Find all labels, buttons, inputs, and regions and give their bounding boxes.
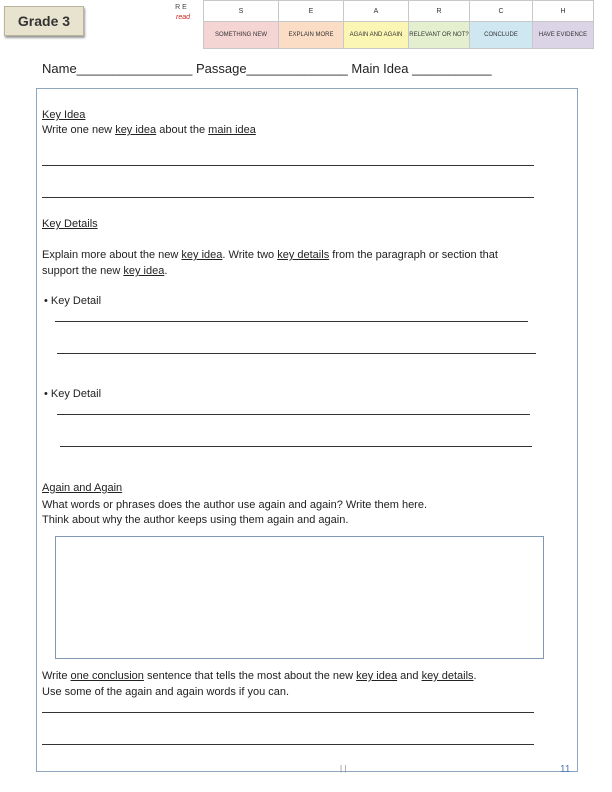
strategy-letter-r: R [409, 1, 470, 22]
strategy-letter-s: S [204, 1, 279, 22]
page-number: 11 [560, 764, 571, 775]
re-label: R E [175, 4, 187, 11]
footer-mark: | | [340, 764, 347, 773]
key-details-prompt-line-2: support the new key idea. [42, 265, 168, 277]
strategy-word-again-and-again: AGAIN AND AGAIN [344, 22, 409, 49]
again-and-again-prompt-line-2: Think about why the author keeps using them again and again. [42, 514, 349, 526]
conclusion-prompt-line-1: Write one conclusion sentence that tells the most about the new key idea and key details. [42, 670, 477, 682]
strategy-letter-a: A [344, 1, 409, 22]
strategy-word-something-new: SOMETHING NEW [204, 22, 279, 49]
strategy-word-have-evidence: HAVE EVIDENCE [533, 22, 594, 49]
strategy-letter-c: C [470, 1, 533, 22]
conclusion-answer-line-2[interactable] [42, 744, 534, 745]
strategy-word-conclude: CONCLUDE [470, 22, 533, 49]
strategy-table [203, 0, 594, 49]
key-detail-1-answer-line-1[interactable] [55, 321, 528, 322]
key-idea-title: Key Idea [42, 109, 86, 121]
key-detail-bullet-2: • Key Detail [44, 388, 102, 400]
key-details-prompt-line-1: Explain more about the new key idea. Write two key details from the paragraph or section that [42, 249, 498, 261]
strategy-word-relevant-or-not: RELEVANT OR NOT? [409, 22, 470, 49]
grade-badge: Grade 3 [4, 6, 84, 36]
re-read-label: read [175, 14, 190, 21]
conclusion-prompt-line-2: Use some of the again and again words if you can. [42, 686, 290, 698]
strategy-word-explain-more: EXPLAIN MORE [279, 22, 344, 49]
key-idea-prompt: Write one new key idea about the main idea [42, 124, 256, 136]
name-passage-main-idea-line: Name________________ Passage______________ Main Idea ___________ [42, 61, 492, 76]
strategy-letter-h: H [533, 1, 594, 22]
key-idea-answer-line-2[interactable] [42, 197, 534, 198]
conclusion-answer-line-1[interactable] [42, 712, 534, 713]
strategy-letter-e: E [279, 1, 344, 22]
key-detail-1-answer-line-2[interactable] [57, 353, 536, 354]
key-detail-bullet-1: • Key Detail [44, 295, 102, 307]
key-detail-2-answer-line-1[interactable] [57, 414, 530, 415]
key-idea-answer-line-1[interactable] [42, 165, 534, 166]
key-detail-2-answer-line-2[interactable] [60, 446, 532, 447]
key-details-title: Key Details [42, 218, 98, 230]
again-and-again-answer-box[interactable] [55, 536, 544, 659]
again-and-again-prompt-line-1: What words or phrases does the author use again and again? Write them here. [42, 499, 428, 511]
again-and-again-title: Again and Again [42, 482, 123, 494]
